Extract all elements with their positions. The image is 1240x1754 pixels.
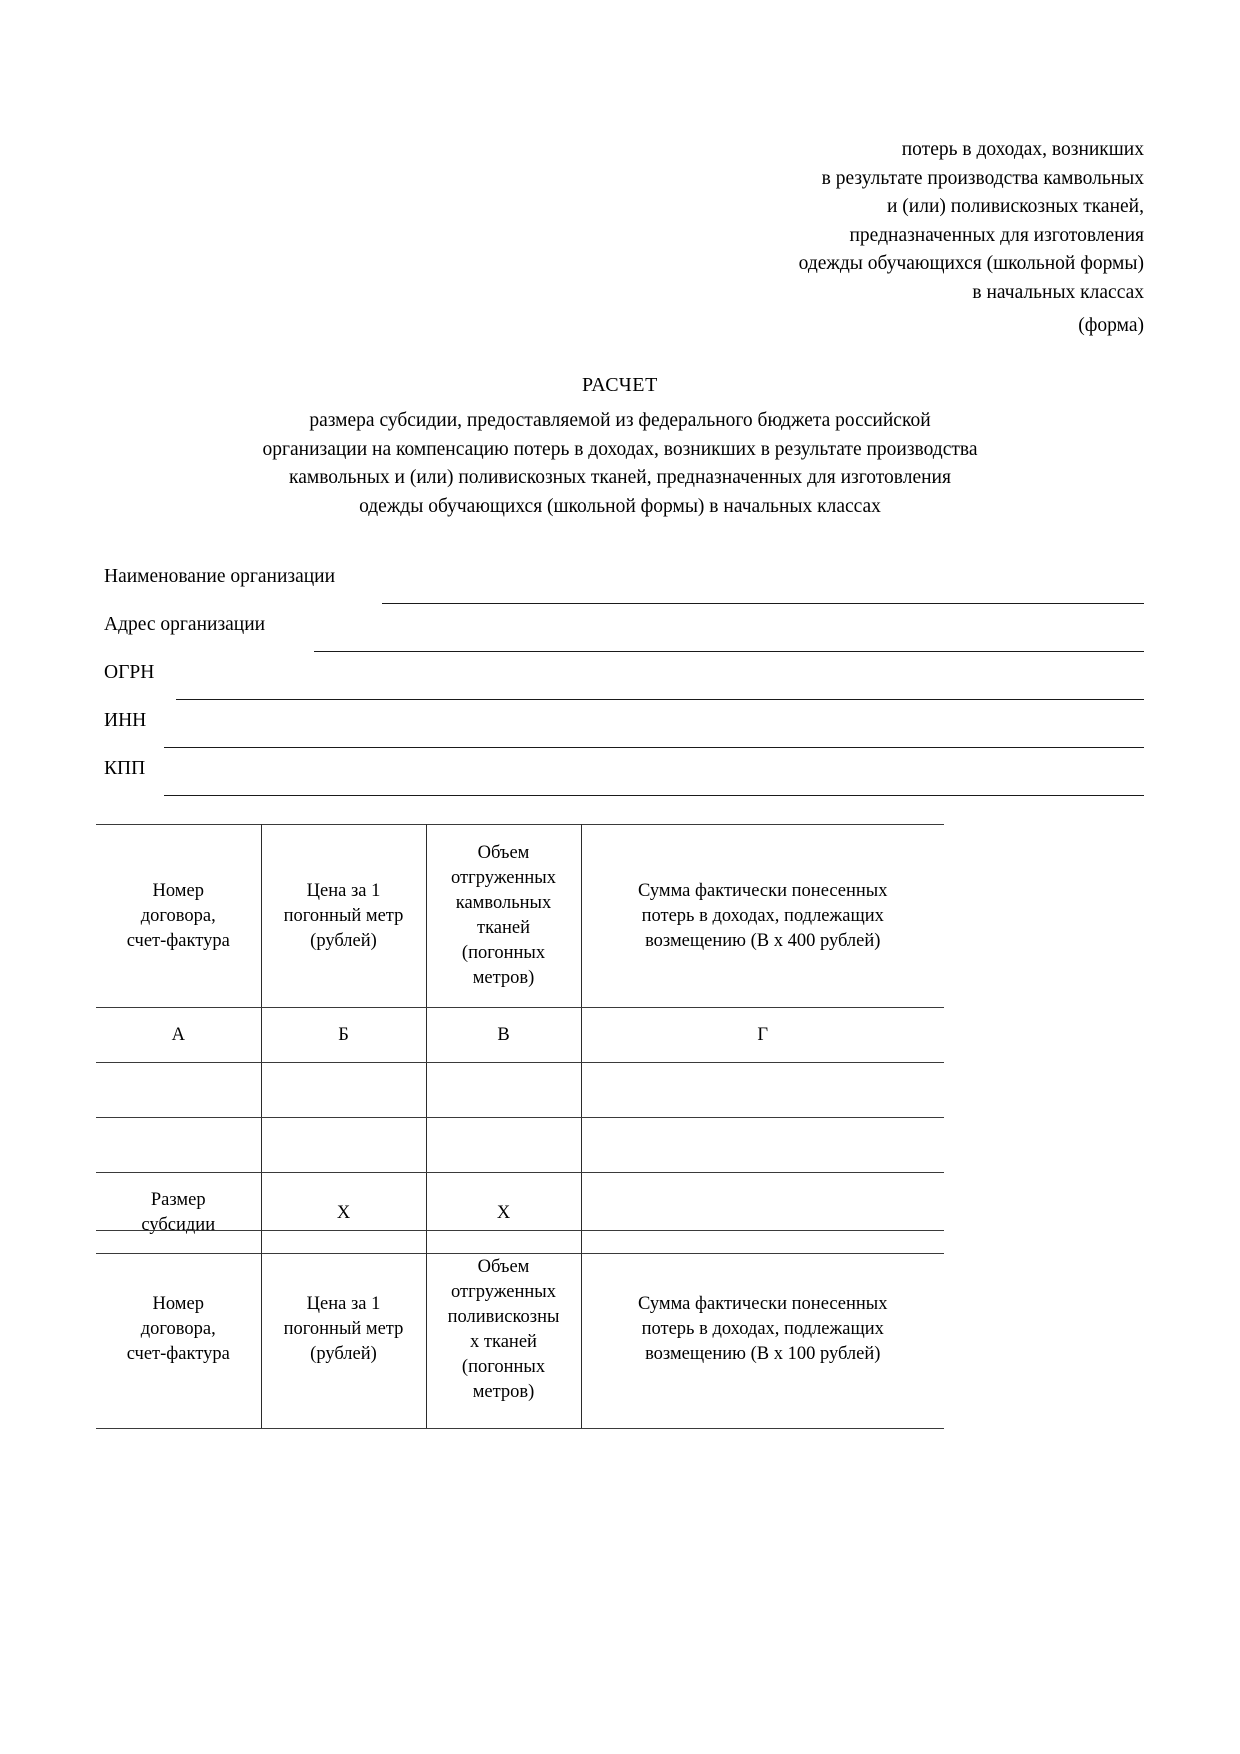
organisation-fields	[96, 562, 1144, 802]
table-header-row	[96, 1231, 944, 1429]
document-subtitle-line-4: одежды обучающихся (школьной формы) в начальных классах	[359, 495, 881, 517]
table-kamvolnye-tkani	[96, 824, 944, 1254]
label-kpp: КПП	[104, 758, 146, 779]
header-text: потерь в доходах, подлежащих	[641, 1319, 884, 1339]
appendix-reference-line-6: в начальных классах	[972, 281, 1144, 303]
field-row-organisation-name	[96, 562, 1144, 610]
field-row-organisation-address	[96, 610, 1144, 658]
form-label: (форма)	[1078, 315, 1144, 336]
header-text: Сумма фактически понесенных	[638, 1294, 888, 1314]
cell-amount[interactable]	[581, 1118, 944, 1173]
appendix-reference-line-3: и (или) поливискозных тканей,	[886, 196, 1144, 217]
page-title: РАСЧЕТ	[582, 374, 658, 396]
cell-contract-number[interactable]	[96, 1063, 261, 1118]
table-row-column-letters	[96, 1008, 944, 1063]
label-inn: ИНН	[104, 710, 147, 731]
header-text: Сумма фактически понесенных	[638, 880, 888, 901]
header-cell-shipped-volume	[426, 1231, 581, 1429]
header-text: погонный метр	[283, 905, 404, 926]
document-subtitle	[96, 407, 1144, 521]
appendix-reference-line-4: предназначенных для изготовления	[849, 224, 1144, 246]
header-cell-price-per-meter	[261, 825, 426, 1008]
input-inn[interactable]	[164, 747, 1144, 748]
header-text: (погонных	[461, 943, 546, 963]
header-cell-contract-number	[96, 1231, 261, 1429]
appendix-reference-line-5: одежды обучающихся (школьной формы)	[798, 253, 1144, 274]
header-text: счет-фактура	[126, 930, 230, 951]
input-organisation-name[interactable]	[382, 603, 1144, 604]
cell-volume[interactable]	[426, 1118, 581, 1173]
label-organisation-name: Наименование организации	[104, 566, 336, 587]
appendix-reference-line-1: потерь в доходах, возникших	[901, 139, 1144, 160]
header-cell-compensation-amount	[581, 825, 944, 1008]
cell-letter-b: Б	[261, 1008, 426, 1063]
header-text: потерь в доходах, подлежащих	[641, 905, 884, 926]
header-text: Номер	[152, 880, 204, 901]
header-text: Цена за 1	[306, 880, 381, 901]
header-text: (погонных	[461, 1356, 546, 1377]
header-text: камвольных	[455, 893, 552, 913]
document-subtitle-line-1: размера субсидии, предоставляемой из федерального бюджета российской	[309, 410, 931, 431]
cell-letter-v: В	[426, 1008, 581, 1063]
header-cell-price-per-meter	[261, 1231, 426, 1429]
header-text: метров)	[472, 968, 535, 988]
appendix-reference-block	[504, 136, 1144, 307]
document-subtitle-line-3: камвольных и (или) поливискозных тканей, предназначенных для изготовления	[289, 467, 951, 488]
label-ogrn: ОГРН	[104, 662, 155, 683]
table-poliviskoznye-tkani	[96, 1230, 944, 1429]
header-cell-shipped-volume	[426, 825, 581, 1008]
header-text: отгруженных	[451, 868, 556, 888]
header-text: договора,	[140, 905, 216, 926]
header-text: (рублей)	[310, 930, 377, 951]
cell-price[interactable]	[261, 1118, 426, 1173]
document-title-block	[96, 372, 1144, 521]
cell-volume[interactable]	[426, 1063, 581, 1118]
header-text: тканей	[476, 918, 531, 938]
input-kpp[interactable]	[164, 795, 1144, 796]
header-cell-contract-number	[96, 825, 261, 1008]
subsidy-label-text: субсидии	[141, 1215, 216, 1235]
header-text: Номер	[152, 1294, 204, 1314]
appendix-reference-line-2: в результате производства камвольных	[821, 167, 1144, 189]
header-text: возмещению (В х 100 рублей)	[645, 1344, 881, 1364]
document-subtitle-line-2: организации на компенсацию потерь в доходах, возникших в результате производства	[262, 438, 978, 460]
input-organisation-address[interactable]	[314, 651, 1144, 652]
cell-price[interactable]	[261, 1063, 426, 1118]
cell-amount[interactable]	[581, 1063, 944, 1118]
field-row-kpp	[96, 754, 1144, 802]
field-row-ogrn	[96, 658, 1144, 706]
header-text: (рублей)	[310, 1344, 377, 1364]
header-cell-compensation-amount	[581, 1231, 944, 1429]
header-text: х тканей	[470, 1331, 537, 1352]
header-text: договора,	[140, 1319, 216, 1339]
header-text: возмещению (В х 400 рублей)	[645, 930, 881, 951]
table-row[interactable]	[96, 1118, 944, 1173]
cell-subsidy-price-x: Х	[261, 1173, 426, 1254]
field-row-inn	[96, 706, 1144, 754]
header-text: отгруженных	[451, 1281, 556, 1302]
table-row[interactable]	[96, 1063, 944, 1118]
header-text: метров)	[472, 1381, 535, 1402]
cell-subsidy-volume-x: Х	[426, 1173, 581, 1254]
header-text: Цена за 1	[306, 1294, 381, 1314]
header-text: погонный метр	[283, 1319, 404, 1339]
subsidy-label-text: Размер	[150, 1190, 206, 1210]
input-ogrn[interactable]	[176, 699, 1144, 700]
header-text: счет-фактура	[126, 1344, 230, 1364]
cell-letter-g: Г	[581, 1008, 944, 1063]
header-text: Объем	[477, 1256, 530, 1277]
header-text: Объем	[477, 843, 530, 863]
table-header-row	[96, 825, 944, 1008]
header-text: поливискозны	[447, 1306, 560, 1327]
cell-contract-number[interactable]	[96, 1118, 261, 1173]
label-organisation-address: Адрес организации	[104, 614, 266, 635]
cell-letter-a: А	[96, 1008, 261, 1063]
